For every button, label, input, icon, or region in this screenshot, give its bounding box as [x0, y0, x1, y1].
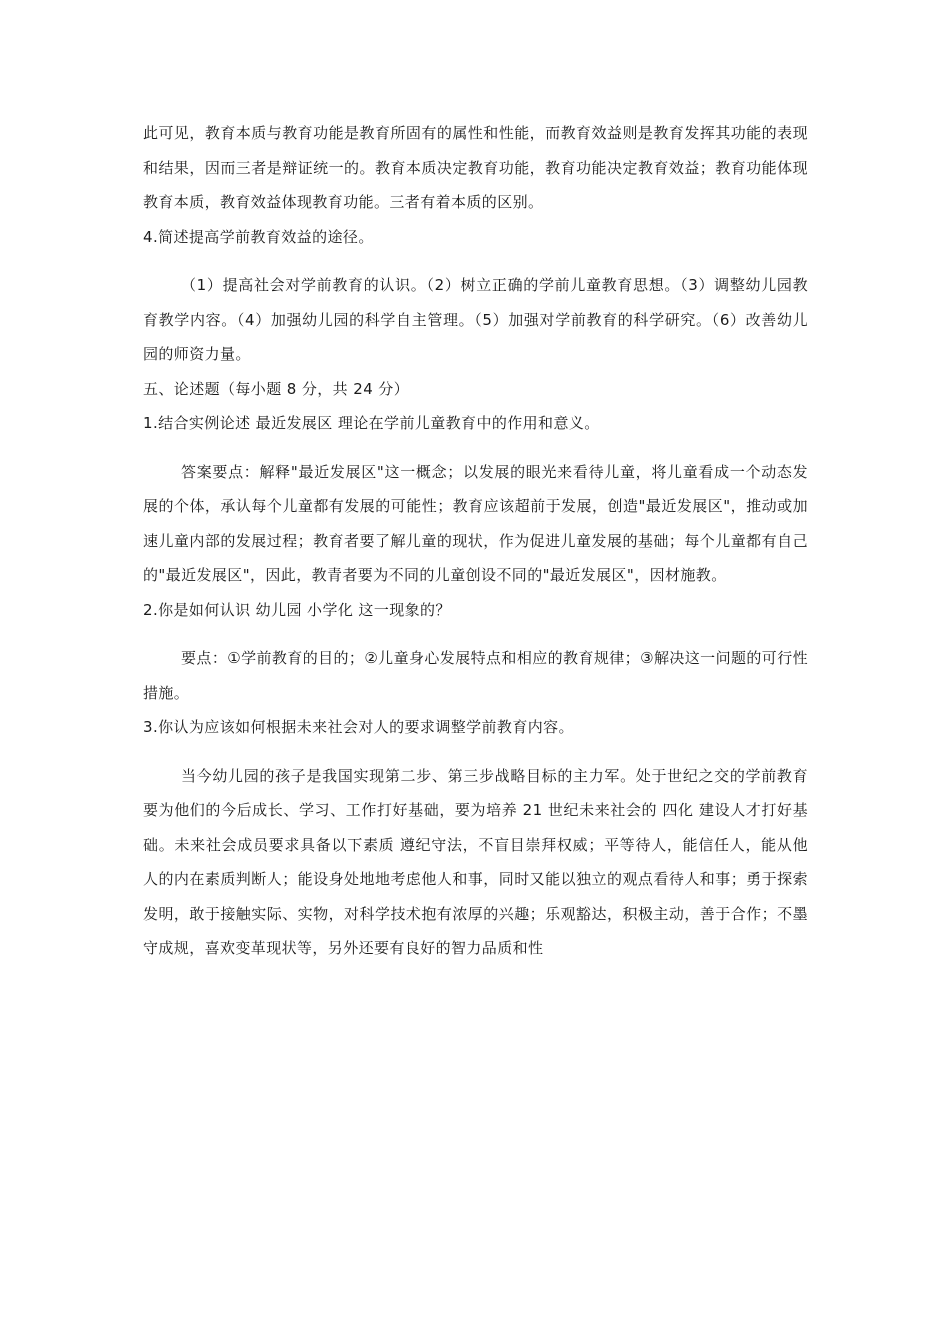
question-5-3: 3.你认为应该如何根据未来社会对人的要求调整学前教育内容。: [143, 718, 574, 736]
answer-4: （1）提高社会对学前教育的认识。（2）树立正确的学前儿童教育思想。（3）调整幼儿园教育教学内容。（4）加强幼儿园的科学自主管理。（5）加强对学前教育的科学研究。（6）改善幼儿园的师资力量。: [143, 276, 808, 363]
section-5-heading: 五、论述题（每小题 8 分，共 24 分）: [143, 379, 410, 398]
answer-5-3: 当今幼儿园的孩子是我国实现第二步、第三步战略目标的主力军。处于世纪之交的学前教育要为他们的今后成长、学习、工作打好基础，要为培养 21 世纪未来社会的 四化 建设人才打好基础。未来社会成员要求具备以下素质 遵纪守法，不盲目崇拜权威；平等待人，能信任人，能从他人的内在素质判断人；能设身处地地考虑他人和事，同时又能以独立的观点看待人和事；勇于探索发明，敢于接触实际、实物，对科学技术抱有浓厚的兴趣；乐观豁达，积极主动，善于合作；不墨守成规，喜欢变革现状等，另外还要有良好的智力品质和性: [143, 766, 808, 957]
paragraph-continuation: 此可见，教育本质与教育功能是教育所固有的属性和性能，而教育效益则是教育发挥其功能的表现和结果，因而三者是辩证统一的。教育本质决定教育功能，教育功能决定教育效益；教育功能体现教育本质，教育效益体现教育功能。三者有着本质的区别。: [143, 124, 808, 211]
question-5-1: 1.结合实例论述 最近发展区 理论在学前儿童教育中的作用和意义。: [143, 414, 600, 432]
answer-5-2: 要点：①学前教育的目的；②儿童身心发展特点和相应的教育规律；③解决这一问题的可行性措施。: [143, 649, 808, 702]
document-page: [143, 116, 808, 966]
question-5-2: 2.你是如何认识 幼儿园 小学化 这一现象的？: [143, 600, 451, 619]
answer-5-1: 答案要点：解释"最近发展区"这一概念；以发展的眼光来看待儿童，将儿童看成一个动态发展的个体，承认每个儿童都有发展的可能性；教育应该超前于发展，创造"最近发展区"，推动或加速儿童内部的发展过程；教育者要了解儿童的现状，作为促进儿童发展的基础；每个儿童都有自己的"最近发展区"，因此，教青者要为不同的儿童创设不同的"最近发展区"，因材施教。: [143, 462, 808, 584]
question-4: 4.简述提高学前教育效益的途径。: [143, 227, 374, 246]
